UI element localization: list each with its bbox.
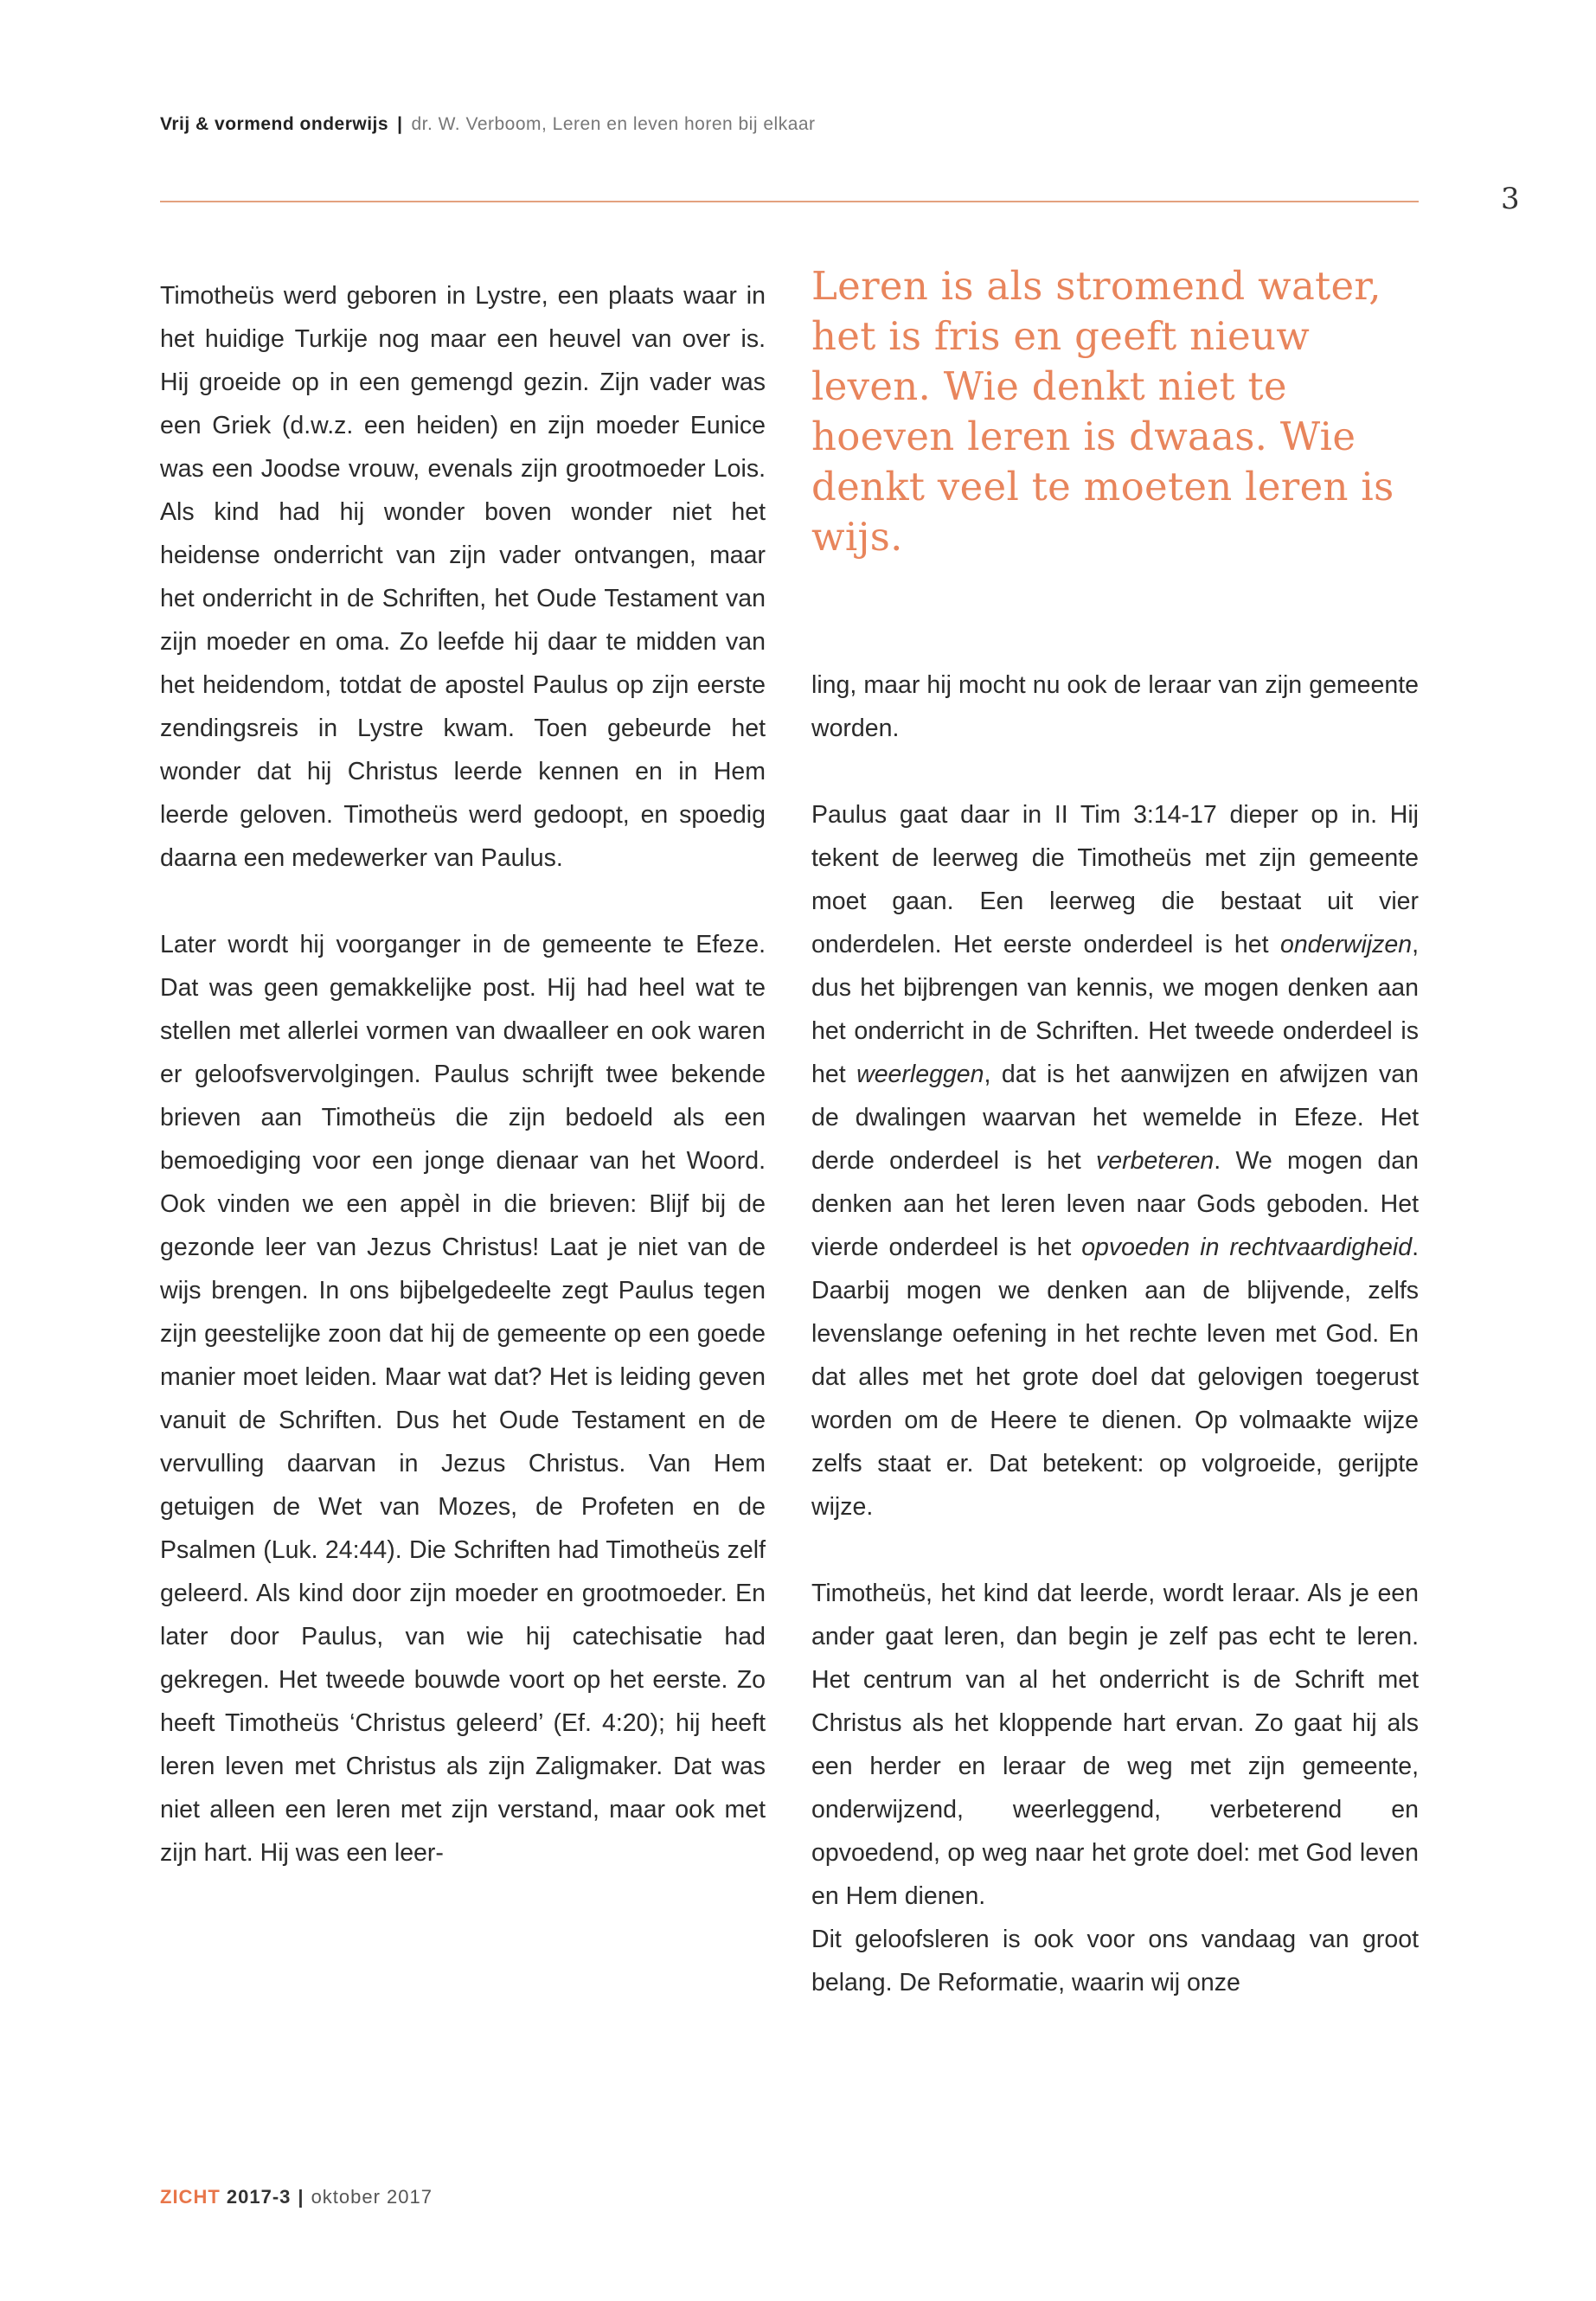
header-section-title: Vrij & vormend onderwijs [160,114,389,134]
issue-date: oktober 2017 [311,2186,433,2208]
issue-number: 2017-3 [226,2186,292,2208]
text-run: , dus het bijbrengen van kennis, we mogen denken aan het onderricht in de Schriften. Het tweede onderdeel is het [811,931,1419,1088]
emphasis-weerleggen: weerleggen [856,1061,984,1088]
page-footer [160,2186,433,2208]
emphasis-onderwijzen: onderwijzen [1279,931,1413,958]
header-rule [160,201,1419,202]
right-paragraph-1: ling, maar hij mocht nu ook de leraar van zijn gemeente worden. [811,671,1419,742]
footer-separator: | [298,2186,304,2208]
text-run: . Daarbij mogen we denken aan de blijvende, zelfs levenslange oefening in het rechte leven met God. En dat alles met het grote doel dat gelovigen toegerust worden om de Heere te dienen. Op volmaakte wijze zelfs staat er. Dat betekent: op volgroeide, gerijpte wijze. [811,1234,1419,1521]
header-article-subtitle: dr. W. Verboom, Leren en leven horen bij elkaar [411,114,816,134]
magazine-name: ZICHT [160,2186,221,2208]
emphasis-verbeteren: verbeteren [1096,1147,1215,1175]
text-run: , dat is het aanwijzen en afwijzen van de dwalingen waarvan het wemelde in Efeze. Het derde onderdeel is het [811,1061,1419,1175]
right-column [811,663,1419,2004]
emphasis-opvoeden: opvoeden in rechtvaardigheid [1081,1234,1413,1261]
text-run: . We mogen dan denken aan het leren leven naar Gods geboden. Het vierde onderdeel is het [811,1147,1419,1261]
left-paragraph-1: Timotheüs werd geboren in Lystre, een plaats waar in het huidige Turkije nog maar een heuvel van over is. Hij groeide op in een gemengd gezin. Zijn vader was een Griek (d.w.z. een heiden) en zijn moeder Eunice was een Joodse vrouw, evenals zijn grootmoeder Lois. Als kind had hij wonder boven wonder niet het heidense onderricht van zijn vader ontvangen, maar het onderricht in de Schriften, het Oude Testament van zijn moeder en oma. Zo leefde hij daar te midden van het heidendom, totdat de apostel Paulus op zijn eerste zendingsreis in Lystre kwam. Toen gebeurde het wonder dat hij Christus leerde kennen en in Hem leerde geloven. Timotheüs werd gedoopt, en spoedig daarna een medewerker van Paulus. [160,282,766,872]
running-header [160,114,816,135]
right-paragraph-3: Timotheüs, het kind dat leerde, wordt leraar. Als je een ander gaat leren, dan begin je zelf pas echt te leren. Het centrum van al het onderricht is de Schrift met Christus als het kloppende hart ervan. Zo gaat hij als een herder en leraar de weg met zijn gemeente, onderwijzend, weerleggend, verbeterend en opvoedend, op weg naar het grote doel: met God leven en Hem dienen. [811,1580,1419,1910]
header-separator: | [397,114,403,134]
right-paragraph-4: Dit geloofsleren is ook voor ons vandaag van groot belang. De Reformatie, waarin wij onze [811,1926,1419,1997]
text-run: Paulus gaat daar in II Tim 3:14-17 dieper op in. Hij tekent de leerweg die Timotheüs met zijn gemeente moet gaan. Een leerweg die bestaat uit vier onderdelen. Het eerste onderdeel is het [811,801,1419,958]
right-paragraph-2 [811,793,1419,1529]
left-paragraph-2: Later wordt hij voorganger in de gemeente te Efeze. Dat was geen gemakkelijke post. Hij had heel wat te stellen met allerlei vormen van dwaalleer en ook waren er geloofsvervolgingen. Paulus schrijft twee bekende brieven aan Timotheüs die zijn bedoeld als een bemoediging voor een jonge dienaar van het Woord. Ook vinden we een appèl in die brieven: Blijf bij de gezonde leer van Jezus Christus! Laat je niet van de wijs brengen. In ons bijbelgedeelte zegt Paulus tegen zijn geestelijke zoon dat hij de gemeente op een goede manier moet leiden. Maar wat dat? Het is leiding geven vanuit de Schriften. Dus het Oude Testament en de vervulling daarvan in Jezus Christus. Van Hem getuigen de Wet van Mozes, de Profeten en de Psalmen (Luk. 24:44). Die Schriften had Timotheüs zelf geleerd. Als kind door zijn moeder en grootmoeder. En later door Paulus, van wie hij catechisatie had gekregen. Het tweede bouwde voort op het eerste. Zo heeft Timotheüs ‘Christus geleerd’ (Ef. 4:20); hij heeft leren leven met Christus als zijn Zaligmaker. Dat was niet alleen een leren met zijn verstand, maar ook met zijn hart. Hij was een leer- [160,931,766,1867]
page-number: 3 [1501,182,1520,216]
left-column [160,274,766,1875]
pull-quote: Leren is als stromend water, het is fris en geeft nieuw leven. Wie denkt niet te hoeven leren is dwaas. Wie denkt veel te moeten leren is wijs. [811,263,1394,560]
